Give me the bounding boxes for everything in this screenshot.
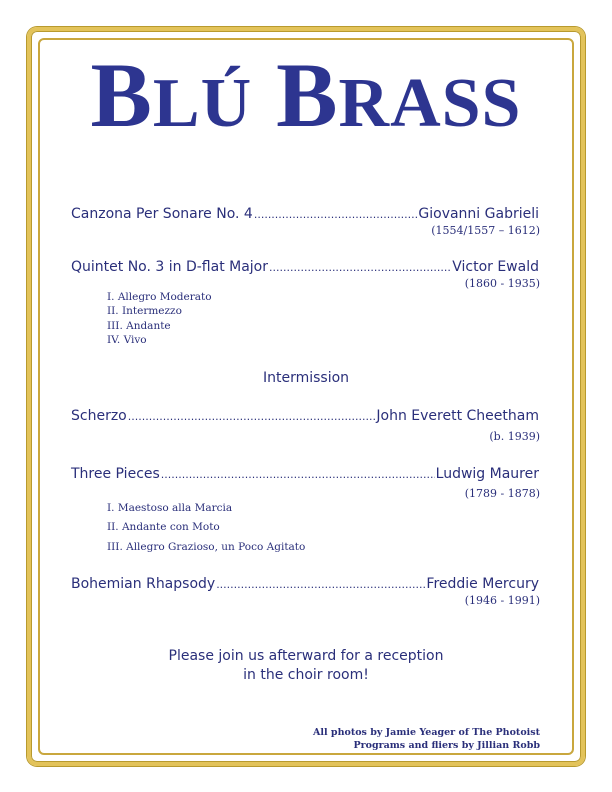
dot-leader bbox=[254, 208, 418, 221]
composer-name: Giovanni Gabrieli bbox=[418, 206, 539, 222]
dot-leader bbox=[128, 410, 376, 423]
movement: IV. Vivo bbox=[107, 334, 147, 346]
piece-title: Scherzo bbox=[71, 408, 127, 424]
movement: I. Allegro Moderato bbox=[107, 291, 212, 303]
program-item bbox=[71, 259, 539, 275]
program-item bbox=[71, 408, 539, 424]
title-rest-1: LÚ bbox=[152, 65, 253, 142]
program-credit: Programs and fliers by Jillian Robb bbox=[353, 740, 540, 751]
dot-leader bbox=[161, 468, 435, 481]
title-rest-2: RASS bbox=[338, 65, 522, 142]
intermission: Intermission bbox=[262, 370, 350, 386]
piece-title: Three Pieces bbox=[71, 466, 160, 482]
composer-dates: (1860 - 1935) bbox=[464, 277, 540, 290]
movement: II. Andante con Moto bbox=[107, 521, 220, 533]
movement: II. Intermezzo bbox=[107, 305, 182, 317]
composer-name: Victor Ewald bbox=[452, 259, 539, 275]
composer-name: Freddie Mercury bbox=[426, 576, 539, 592]
composer-dates: (b. 1939) bbox=[489, 430, 540, 443]
composer-dates: (1554/1557 – 1612) bbox=[431, 224, 540, 237]
movement: I. Maestoso alla Marcia bbox=[107, 502, 233, 514]
movement: III. Andante bbox=[107, 320, 171, 332]
movement: III. Allegro Grazioso, un Poco Agitato bbox=[107, 541, 306, 553]
piece-title: Canzona Per Sonare No. 4 bbox=[71, 206, 253, 222]
title-initial-1: B bbox=[90, 44, 153, 146]
reception-line-2: in the choir room! bbox=[243, 667, 369, 683]
piece-title: Quintet No. 3 in D-flat Major bbox=[71, 259, 268, 275]
dot-leader bbox=[216, 578, 425, 591]
program-item bbox=[71, 206, 539, 222]
composer-dates: (1946 - 1991) bbox=[464, 594, 540, 607]
program-item bbox=[71, 466, 539, 482]
piece-title: Bohemian Rhapsody bbox=[71, 576, 216, 592]
reception-line-1: Please join us afterward for a reception bbox=[168, 648, 444, 664]
program-item bbox=[71, 576, 539, 592]
composer-dates: (1789 - 1878) bbox=[464, 487, 540, 500]
photo-credit: All photos by Jamie Yeager of The Photoist bbox=[313, 727, 540, 738]
dot-leader bbox=[269, 261, 451, 274]
composer-name: John Everett Cheetham bbox=[376, 408, 539, 424]
ensemble-title bbox=[0, 45, 612, 154]
title-initial-2: B bbox=[276, 44, 339, 146]
composer-name: Ludwig Maurer bbox=[435, 466, 539, 482]
